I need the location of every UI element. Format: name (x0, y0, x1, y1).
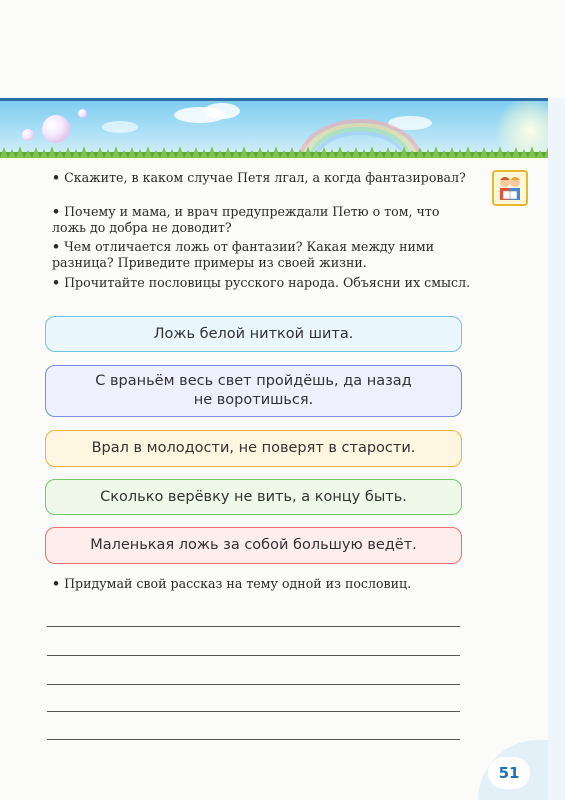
proverb-text: Сколько верёвку не вить, а концу быть. (100, 488, 407, 505)
question-text: Почему и мама, и врач предупреждали Петю о том, что ложь до добра не доводит? (52, 204, 440, 235)
page-number: 51 (488, 757, 530, 789)
proverb-card (45, 316, 462, 352)
question-4: • Прочитайте пословицы русского народа. Объясни их смысл. (52, 275, 471, 290)
writing-line[interactable] (47, 626, 460, 627)
header-banner (0, 98, 548, 158)
page-margin-strip (548, 98, 565, 800)
proverb-text: Ложь белой ниткой шита. (153, 325, 354, 342)
proverb-card (45, 365, 462, 417)
writing-line[interactable] (47, 684, 460, 685)
proverb-card (45, 479, 462, 515)
task-text: Придумай свой рассказ на тему одной из пословиц. (64, 576, 412, 591)
writing-line[interactable] (47, 739, 460, 740)
proverb-text: Врал в молодости, не поверят в старости. (91, 440, 416, 456)
question-text: Чем отличается ложь от фантазии? Какая между ними разница? Приведите примеры из своей жизни. (52, 239, 435, 270)
question-3: • Чем отличается ложь от фантазии? Какая между ними разница? Приведите примеры из своей жизни. (52, 239, 435, 270)
writing-line[interactable] (47, 711, 460, 712)
reading-children-icon (492, 170, 528, 206)
grass-strip (0, 144, 548, 158)
question-text: Скажите, в каком случае Петя лгал, а когда фантазировал? (64, 170, 466, 185)
question-text: Прочитайте пословицы русского народа. Объясни их смысл. (64, 275, 471, 290)
proverb-card (45, 527, 462, 564)
question-1: • Скажите, в каком случае Петя лгал, а когда фантазировал? (52, 170, 466, 185)
writing-task: • Придумай свой рассказ на тему одной из пословиц. (52, 576, 412, 591)
proverb-text: С враньём весь свет пройдёшь, да назад не воротишься. (95, 373, 412, 408)
writing-line[interactable] (47, 655, 460, 656)
proverb-card (45, 430, 462, 467)
question-2: • Почему и мама, и врач предупреждали Петю о том, что ложь до добра не доводит? (52, 204, 440, 235)
proverb-text: Маленькая ложь за собой большую ведёт. (90, 537, 417, 553)
